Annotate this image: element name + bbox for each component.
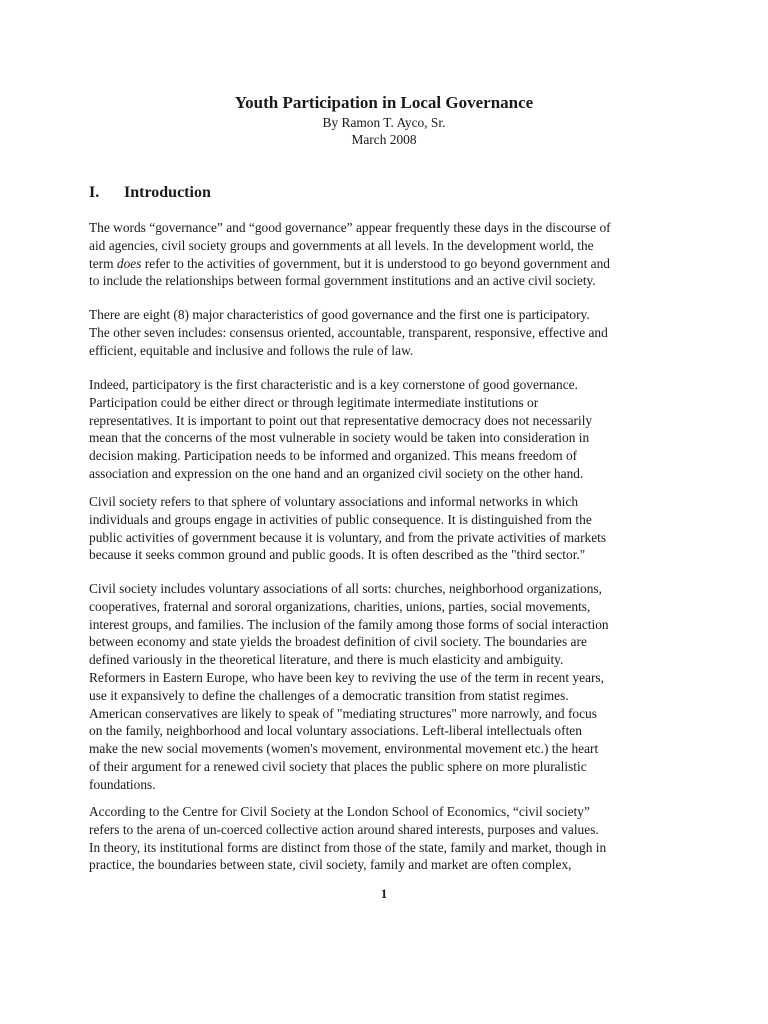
paragraph-1 (89, 219, 689, 290)
paragraph-line: aid agencies, civil society groups and governments at all levels. In the development world, the (89, 237, 594, 253)
paragraph-5 (89, 580, 689, 794)
paragraph-line: Reformers in Eastern Europe, who have been key to reviving the use of the term in recent years, (89, 669, 604, 685)
paragraph-line (89, 255, 689, 273)
paragraph-line: Civil society includes voluntary associations of all sorts: churches, neighborhood organizations, (89, 581, 602, 596)
paragraph-line: Civil society refers to that sphere of voluntary associations and informal networks in which (89, 494, 579, 509)
paragraph-line: association and expression on the one hand and an organized civil society on the other hand. (89, 465, 584, 481)
paragraph-line: of their argument for a renewed civil society that places the public sphere on more pluralistic (89, 758, 587, 774)
paragraph-line: decision making. Participation needs to be informed and organized. This means freedom of (89, 448, 578, 464)
paragraph-line: Indeed, participatory is the first characteristic and is a key cornerstone of good governance. (89, 377, 578, 392)
paragraph-line: American conservatives are likely to speak of "mediating structures" more narrowly, and focus (89, 705, 597, 721)
paragraph-line: use it expansively to define the challenges of a democratic transition from statist regimes. (89, 687, 569, 703)
paragraph-line: practice, the boundaries between state, civil society, family and market are often complex, (89, 857, 572, 873)
paragraph-line: to include the relationships between formal government institutions and an active civil society. (89, 273, 596, 289)
paragraph-line: efficient, equitable and inclusive and follows the rule of law. (89, 342, 414, 358)
paragraph-line: There are eight (8) major characteristics of good governance and the first one is participatory. (89, 307, 590, 322)
paragraph-line: refers to the arena of un-coerced collective action around shared interests, purposes and values. (89, 821, 599, 837)
document-date: March 2008 (351, 132, 417, 147)
line-text: term (89, 255, 117, 271)
paragraph-2 (89, 306, 689, 359)
line-text: refer to the activities of government, but it is understood to go beyond government and (141, 255, 610, 271)
section-number: I. (89, 184, 100, 201)
paragraph-line: make the new social movements (women's movement, environmental movement etc.) the heart (89, 741, 599, 757)
paragraph-line: representatives. It is important to point out that representative democracy does not necessarily (89, 412, 593, 428)
document-author: By Ramon T. Ayco, Sr. (322, 115, 446, 130)
section-title: Introduction (124, 184, 211, 201)
paragraph-line: mean that the concerns of the most vulnerable in society would be taken into consideration in (89, 430, 590, 446)
paragraph-line: individuals and groups engage in activities of public consequence. It is distinguished from the (89, 511, 592, 527)
paragraph-line: cooperatives, fraternal and sororal organizations, charities, unions, parties, social movements, (89, 598, 591, 614)
paragraph-3 (89, 376, 689, 483)
paragraph-line: on the family, neighborhood and local voluntary associations. Left-liberal intellectuals often (89, 723, 582, 739)
paragraph-4 (89, 493, 689, 564)
paragraph-line: foundations. (89, 776, 156, 792)
paragraph-line: The other seven includes: consensus oriented, accountable, transparent, responsive, effective and (89, 324, 608, 340)
paragraph-line: Participation could be either direct or through legitimate intermediate institutions or (89, 394, 539, 410)
document-title: Youth Participation in Local Governance (234, 93, 534, 112)
paragraph-line: According to the Centre for Civil Society at the London School of Economics, “civil society” (89, 804, 590, 819)
section-heading (89, 183, 211, 203)
emphasized-word: does (116, 255, 142, 271)
paragraph-line: because it seeks common ground and public goods. It is often described as the "third sector." (89, 547, 586, 563)
paragraph-line: defined variously in the theoretical literature, and there is much elasticity and ambiguity. (89, 652, 564, 668)
paragraph-line: public activities of government because it is voluntary, and from the private activities of markets (89, 529, 607, 545)
paragraph-6 (89, 803, 689, 874)
paragraph-line: interest groups, and families. The inclusion of the family among those forms of social interaction (89, 616, 609, 632)
page-number: 1 (380, 886, 388, 901)
paragraph-line: The words “governance” and “good governance” appear frequently these days in the discourse of (89, 220, 611, 235)
paragraph-line: In theory, its institutional forms are distinct from those of the state, family and market, though in (89, 839, 607, 855)
paragraph-line: between economy and state yields the broadest definition of civil society. The boundaries are (89, 634, 587, 650)
